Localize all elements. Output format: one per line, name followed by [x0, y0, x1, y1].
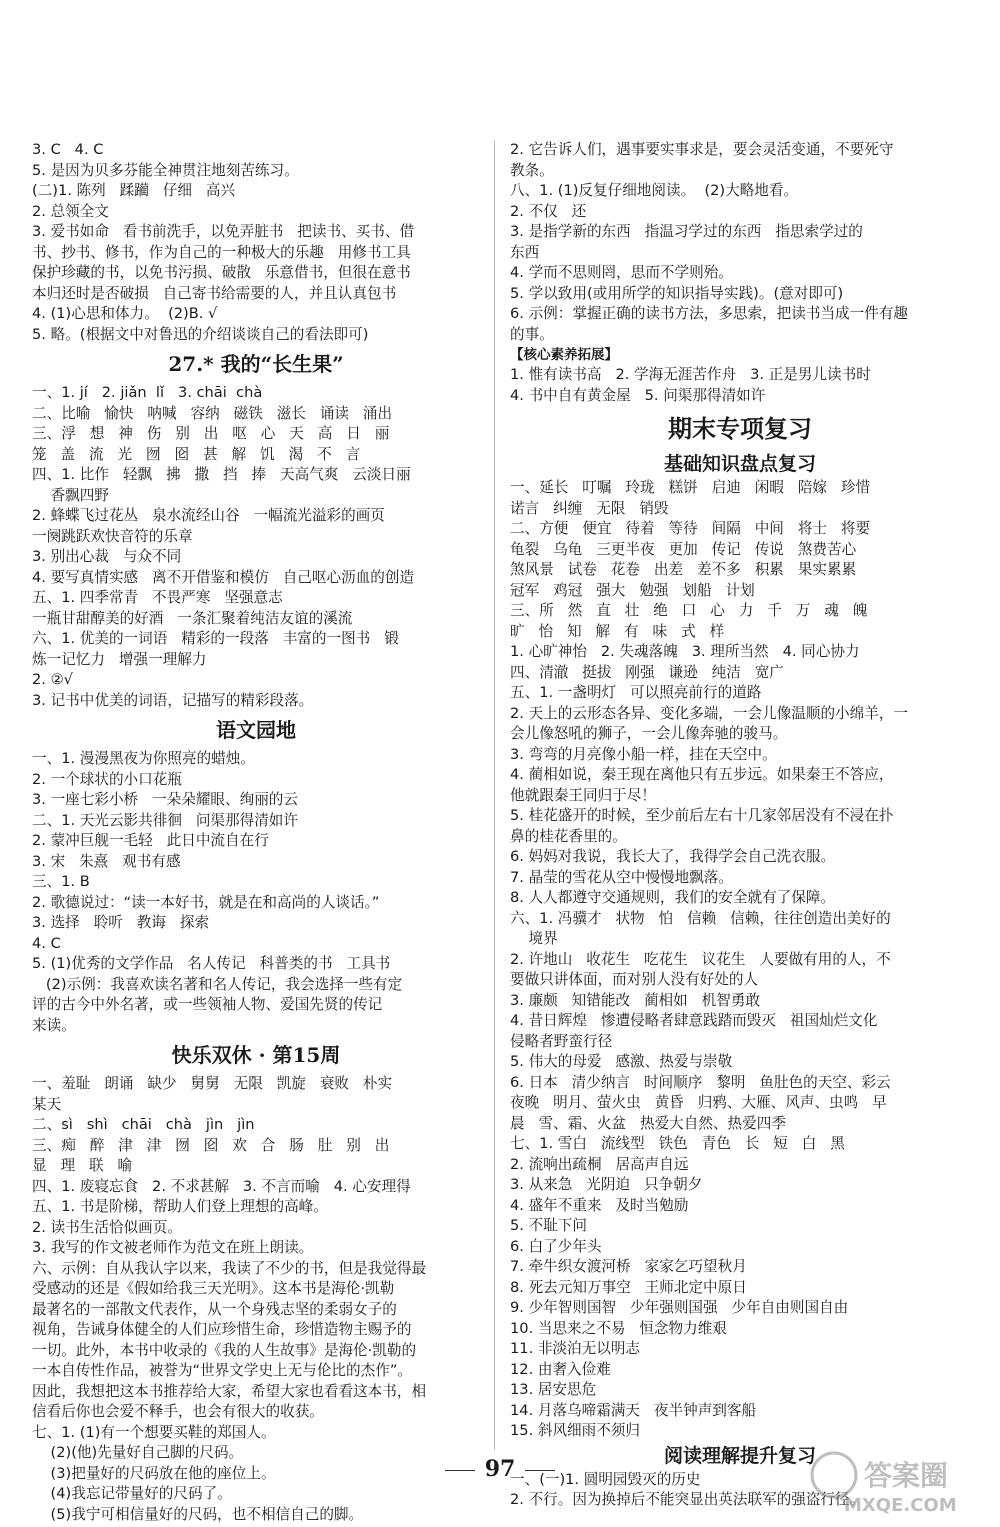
answer-line: 冠军 鸡冠 强大 勉强 划船 计划: [510, 581, 755, 599]
answer-line: 四、1. 废寝忘食 2. 不求甚解 3. 不言而喻 4. 心安理得: [32, 1177, 411, 1195]
answer-line: 3. 记书中优美的词语，记描写的精彩段落。: [32, 691, 314, 709]
answer-line: 鼻的桂花香里的。: [510, 827, 627, 845]
answer-line: 8. 死去元知万事空 王师北定中原日: [510, 1278, 747, 1296]
answer-line: 境界: [510, 930, 558, 947]
section-tag: 【核心素养拓展】: [510, 347, 618, 363]
answer-line: 教条。: [510, 161, 554, 179]
page-number: 97: [484, 1456, 516, 1482]
answer-line: 4. 盛年不重来 及时当勉励: [510, 1196, 689, 1214]
answer-line: 书、抄书、修书，作为自己的一种极大的乐趣 用修书工具: [32, 243, 411, 261]
answer-line: 3. C 4. C: [32, 141, 104, 158]
answer-line: 5. 不耻下问: [510, 1217, 587, 1234]
answer-line: 6. 日本 清少纳言 时间顺序 黎明 鱼肚色的天空、彩云: [510, 1073, 891, 1091]
answer-line: 8. 人人都遵守交通规则，我们的安全就有了保障。: [510, 889, 836, 906]
answer-line: 2. 读书生活恰似画页。: [32, 1218, 182, 1236]
answer-line: 笼 盖 流 光 囫 囵 甚 解 饥 渴 不 言: [32, 445, 361, 463]
answer-line: 11. 非淡泊无以明志: [510, 1340, 641, 1357]
answer-line: 7. 晶莹的雪花从空中慢慢地飘落。: [510, 868, 733, 886]
answer-line: 2. 天上的云形态各异、变化多端，一会儿像温顺的小绵羊，一: [510, 704, 909, 722]
answer-line: (2)示例：我喜欢读名著和名人传记，我会选择一些有定: [32, 975, 403, 993]
chapter-heading: 期末专项复习: [668, 414, 812, 443]
answer-line: 3. 一座七彩小桥 一朵朵耀眼、绚丽的云: [32, 791, 298, 808]
answer-line: 6. 妈妈对我说，我长大了，我得学会自己洗衣服。: [510, 848, 836, 865]
answer-line: 八、1. (1)反复仔细地阅读。 (2)大略地看。: [510, 182, 799, 199]
answer-line: 受感动的还是《假如给我三天光明》。这本书是海伦·凯勒: [32, 1280, 395, 1297]
answer-line: 2. 不行。因为换掉后不能突显出英法联军的强盗行径。: [510, 1491, 865, 1508]
answer-line: 2. 蜂蝶飞过花丛 泉水流经山谷 一幅流光溢彩的画页: [32, 507, 385, 524]
answer-line: 10. 当思来之不易 恒念物力维艰: [510, 1319, 727, 1337]
answer-line: (二)1. 陈列 蹂躏 仔细 高兴: [32, 182, 236, 199]
answer-line: 一本自传性作品，被誉为“世界文学史上无与伦比的杰作”。: [32, 1362, 412, 1379]
right-column: [510, 140, 970, 1511]
answer-line: 4. (1)心思和体力。 (2)B. √: [32, 305, 218, 322]
answer-line: 一瓶甘甜醇美的好酒 一条汇聚着纯洁友谊的溪流: [32, 609, 353, 627]
answer-line: 一、1. 漫漫黑夜为你照亮的蜡烛。: [32, 750, 255, 767]
answer-line: 2. 歌德说过：“读一本好书，就是在和高尚的人谈话。”: [32, 893, 380, 911]
answer-line: 5. 桂花盛开的时候，至少前后左右十几家邻居没有不浸在扑: [510, 807, 894, 824]
answer-line: 某天: [32, 1095, 62, 1113]
answer-line: 一切。此外，本书中收录的《我的人生故事》是海伦·凯勒的: [32, 1341, 417, 1359]
answer-line: 煞风景 试卷 花卷 出差 差不多 积累 果实累累: [510, 561, 857, 578]
answer-line: 三、痴 醉 津 津 囫 囵 欢 合 肠 肚 别 出: [32, 1136, 390, 1154]
answer-line: 他就跟秦王同归于尽！: [510, 786, 656, 804]
answer-line: 4. 学而不思则罔，思而不学则殆。: [510, 264, 733, 281]
answer-line: (2)(他)先量好自己脚的尺码。: [32, 1444, 244, 1461]
answer-line: 2. 总领全文: [32, 202, 109, 220]
answer-line: 夜晚 明月、萤火虫 黄昏 归鸦、大雁、风声、虫鸣 早: [510, 1094, 887, 1111]
answer-line: (5)我宁可相信量好的尺码，也不相信自己的脚。: [32, 1505, 364, 1523]
answer-line: 5. 略。(根据文中对鲁迅的介绍谈谈自己的看法即可): [32, 325, 369, 343]
answer-line: 五、1. 书是阶梯，帮助人们登上理想的高峰。: [32, 1198, 328, 1215]
answer-line: 2. 流响出疏桐 居高声自远: [510, 1155, 689, 1173]
answer-line: 评的古今中外名著，或一些领袖人物、爱国先贤的传记: [32, 996, 383, 1013]
answer-line: 3. 廉颇 知错能改 蔺相如 机智勇敢: [510, 991, 761, 1009]
answer-line: 3. 是指学新的东西 指温习学过的东西 指思索学过的: [510, 223, 863, 240]
answer-line: 四、清澈 挺拔 刚强 谦逊 纯洁 宽广: [510, 663, 784, 681]
answer-line: 旷 怡 知 解 有 味 式 样: [510, 622, 725, 640]
answer-line: 会儿像怒吼的狮子，一会儿像奔驰的骏马。: [510, 725, 788, 742]
answer-line: 三、所 然 直 壮 绝 口 心 力 千 万 魂 魄: [510, 602, 868, 619]
answer-line: 6. 白了少年头: [510, 1237, 602, 1255]
answer-line: 2. ②√: [32, 671, 73, 688]
answer-line: 二、比喻 愉快 呐喊 容纳 磁铁 滋长 诵读 涌出: [32, 404, 393, 422]
answer-line: 七、1. (1)有一个想要买鞋的郑国人。: [32, 1423, 276, 1441]
answer-line: 5. 学以致用(或用所学的知识指导实践)。(意对即可): [510, 284, 844, 302]
answer-line: 二、1. 天光云影共徘徊 问渠那得清如许: [32, 811, 298, 829]
answer-line: 3. 别出心裁 与众不同: [32, 548, 182, 565]
answer-line: 5. (1)优秀的文学作品 名人传记 科普类的书 工具书: [32, 955, 391, 972]
answer-line: 1. 惟有读书高 2. 学海无涯苦作舟 3. 正是男儿读书时: [510, 366, 871, 383]
answer-line: 三、浮 想 神 伤 别 出 呕 心 天 高 日 丽: [32, 425, 390, 442]
answer-line: 七、1. 雪白 流线型 铁色 青色 长 短 白 黑: [510, 1135, 845, 1152]
answer-line: 14. 月落乌啼霜满天 夜半钟声到客船: [510, 1401, 757, 1419]
answer-line: 2. 它告诉人们，遇事要实事求是，要会灵活变通，不要死守: [510, 141, 894, 158]
answer-line: 4. 书中自有黄金屋 5. 问渠那得清如许: [510, 386, 766, 404]
answer-line: 15. 斜风细雨不须归: [510, 1422, 641, 1439]
answer-line: 3. 我写的作文被老师作为范文在班上朗读。: [32, 1239, 314, 1256]
answer-line: 晨 雪、霜、火盆 热爱大自然、热爱四季: [510, 1114, 786, 1132]
answer-line: 五、1. 一盏明灯 可以照亮前行的道路: [510, 684, 762, 701]
answer-line: 2. 一个球状的小口花瓶: [32, 770, 182, 788]
section-heading: 快乐双休 · 第15周: [171, 1043, 341, 1067]
answer-line: 12. 由奢入俭难: [510, 1360, 611, 1378]
answer-line: 6. 示例：掌握正确的读书方法，多思索，把读书当成一件有趣: [510, 305, 909, 322]
answer-line: 一、(一)1. 圆明园毁灭的历史: [510, 1470, 701, 1488]
answer-line: 四、1. 比作 轻飘 拂 撒 挡 捧 天高气爽 云淡日丽: [32, 466, 411, 483]
answer-line: 4. 蔺相如说，秦王现在离他只有五步远。如果秦王不答应，: [510, 766, 894, 783]
answer-line: 1. 心旷神怡 2. 失魂落魄 3. 理所当然 4. 同心协力: [510, 643, 860, 660]
answer-line: 3. 爱书如命 看书前洗手，以免弄脏书 把读书、买书、借: [32, 223, 415, 240]
answer-line: 显 理 联 喻: [32, 1157, 133, 1174]
answer-line: (3)把量好的尺码放在他的座位上。: [32, 1464, 276, 1482]
answer-line: 最著名的一部散文代表作，从一个身残志坚的柔弱女子的: [32, 1300, 397, 1318]
answer-line: 3. 选择 聆听 教诲 探索: [32, 914, 210, 931]
answer-line: 侵略者野蛮行径: [510, 1032, 613, 1050]
answer-line: 龟裂 乌龟 三更半夜 更加 传记 传说 煞费苦心: [510, 540, 857, 558]
watermark-url: MXQE.COM: [844, 1495, 957, 1515]
answer-line: 3. 宋 朱熹 观书有感: [32, 852, 181, 870]
answer-line: 六、1. 冯骥才 状物 怕 信赖 信赖，往往创造出美好的: [510, 909, 891, 927]
answer-line: 本归还时是否破损 自己寄书给需要的人，并且认真包书: [32, 284, 397, 302]
answer-line: 一阕跳跃欢快音符的乐章: [32, 527, 193, 545]
answer-line: 三、1. B: [32, 873, 90, 890]
answer-line: 五、1. 四季常青 不畏严寒 坚强意志: [32, 589, 283, 606]
answer-line: 二、方便 便宜 待着 等待 间隔 中间 将士 将要: [510, 520, 871, 537]
answer-line: 4. 要写真情实感 离不开借鉴和模仿 自己呕心沥血的创造: [32, 568, 415, 586]
answer-line: 六、示例：自从我认字以来，我读了不少的书，但是我觉得最: [32, 1259, 427, 1277]
answer-line: 视角，告诫身体健全的人们应珍惜生命，珍惜造物主赐予的: [32, 1321, 412, 1338]
watermark-title: 答案圈: [864, 1459, 949, 1492]
answer-line: 2. 不仅 还: [510, 202, 587, 220]
answer-line: 的事。: [510, 325, 554, 343]
answer-line: 六、1. 优美的一词语 精彩的一段落 丰富的一图书 锻: [32, 630, 399, 647]
watermark-logo: [804, 1447, 982, 1515]
section-heading: 27.* 我的“长生果”: [168, 352, 344, 376]
answer-line: 2. 许地山 收花生 吃花生 议花生 人要做有用的人，不: [510, 950, 891, 968]
answer-line: 一、延长 叮嘱 玲珑 糕饼 启迪 闲暇 陪嫁 珍惜: [510, 479, 871, 496]
answer-line: (4)我忘记带量好的尺码了。: [32, 1485, 232, 1502]
answer-line: 香飘四野: [32, 486, 109, 504]
column-divider: [494, 140, 495, 1450]
answer-line: 7. 牵牛织女渡河桥 家家乞巧望秋月: [510, 1258, 747, 1275]
section-heading: 语文园地: [216, 718, 296, 742]
answer-line: 东西: [510, 243, 540, 261]
answer-line: 2. 蒙冲巨舰一毛轻 此日中流自在行: [32, 832, 269, 849]
answer-line: 信看后你也会爱不释手，也会有很大的收获。: [32, 1403, 324, 1420]
answer-line: 一、羞耻 朗诵 缺少 舅舅 无限 凯旋 衰败 朴实: [32, 1075, 393, 1092]
answer-line: 4. 昔日辉煌 惨遭侵略者肆意践踏而毁灭 祖国灿烂文化: [510, 1012, 878, 1029]
page-number-dash-left: [445, 1470, 475, 1471]
answer-line: 二、sì shì chāi chà jìn jìn: [32, 1116, 255, 1133]
answer-line: 炼一记忆力 增强一理解力: [32, 650, 207, 668]
answer-line: 9. 少年智则国智 少年强则国强 少年自由则国自由: [510, 1299, 849, 1316]
answer-line: 5. 伟大的母爱 感激、热爱与崇敬: [510, 1053, 733, 1070]
subsection-heading: 阅读理解提升复习: [663, 1444, 816, 1467]
answer-line: 3. 从来急 光阴迫 只争朝夕: [510, 1176, 703, 1193]
answer-line: 来读。: [32, 1016, 76, 1034]
answer-line: 3. 弯弯的月亮像小船一样，挂在天空中。: [510, 745, 777, 763]
answer-line: 因此，我想把这本书推荐给大家，希望大家也看看这本书，相: [32, 1382, 427, 1400]
left-column: [32, 140, 480, 1525]
answer-line: 13. 居安思危: [510, 1381, 597, 1398]
answer-line: 一、1. jí 2. jiǎn lǐ 3. chāi chà: [32, 384, 263, 401]
subsection-heading: 基础知识盘点复习: [663, 453, 816, 475]
answer-line: 诺言 纠缠 无限 销毁: [510, 499, 669, 517]
page-number-dash-right: [525, 1470, 555, 1471]
answer-line: 保护珍藏的书，以免书污损、破散 乐意借书，但很在意书: [32, 264, 411, 281]
answer-line: 要做只讲体面，而对别人没有好处的人: [510, 971, 759, 988]
answer-line: 5. 是因为贝多芬能全神贯注地刻苦练习。: [32, 161, 299, 179]
answer-line: 4. C: [32, 934, 61, 952]
